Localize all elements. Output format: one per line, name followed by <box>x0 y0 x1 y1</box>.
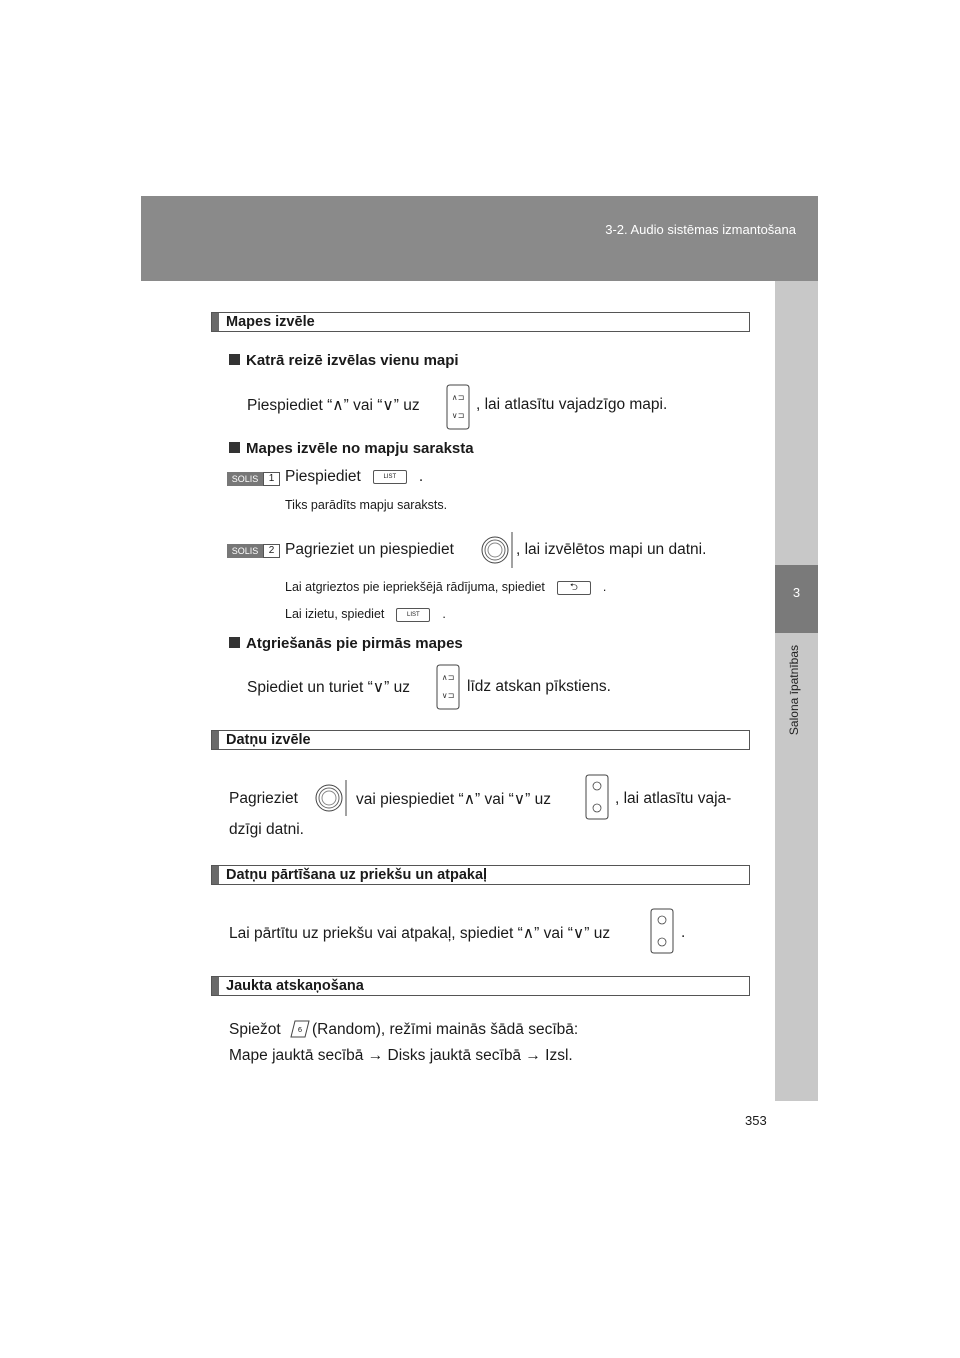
bullet-square-icon <box>229 442 240 453</box>
text: Lai atgrieztos pie iepriekšējā rādījuma, spiediet <box>285 580 545 594</box>
text: (Random), režīmi mainās šādā secībā: <box>312 1021 579 1038</box>
svg-text:∨⊐: ∨⊐ <box>451 411 465 420</box>
seek-button-icon <box>585 774 609 820</box>
line-first-folder <box>247 678 410 697</box>
tune-knob-icon <box>480 530 514 570</box>
text: Pagrieziet <box>229 790 298 807</box>
heading-ffrew-text: Datņu pārtīšana uz priekšu un atpakaļ <box>226 867 488 883</box>
line-file-select-mid <box>356 790 551 809</box>
step-1-text <box>285 468 423 486</box>
heading-random <box>211 976 750 996</box>
seek-button-icon <box>446 384 470 430</box>
list-button-icon: LIST <box>373 470 407 484</box>
text: , lai atlasītu vaja- <box>615 790 732 807</box>
text: , lai izvēlētos mapi un datni. <box>516 541 707 558</box>
text: Lai izietu, spiediet <box>285 607 385 621</box>
line-file-select <box>229 790 298 808</box>
svg-text:∧⊐: ∧⊐ <box>441 673 455 682</box>
tune-knob-icon <box>314 778 348 818</box>
line-random-end <box>312 1021 578 1039</box>
bullet-square-icon <box>229 637 240 648</box>
text: . <box>442 607 446 621</box>
sub-folder-list-text: Mapes izvēle no mapju saraksta <box>246 440 474 457</box>
heading-folder <box>211 312 750 332</box>
line-file-select-end <box>615 790 731 808</box>
chapter-title: Salona īpatnības <box>787 645 801 736</box>
text: vai piespiediet “∧” vai “∨” uz <box>356 791 551 808</box>
text: Lai pārtītu uz priekšu vai atpakaļ, spiediet “∧” vai “∨” uz <box>229 925 611 942</box>
heading-folder-text: Mapes izvēle <box>226 314 315 330</box>
svg-text:∧⊐: ∧⊐ <box>451 393 465 402</box>
text: Piespiediet “∧” vai “∨” uz <box>247 397 420 414</box>
note-exit <box>285 607 446 622</box>
line-file-select-2 <box>229 821 304 839</box>
chapter-number: 3 <box>792 585 801 600</box>
svg-text:∨⊐: ∨⊐ <box>441 691 455 700</box>
seek-button-icon <box>650 908 674 954</box>
step-number: 1 <box>263 472 280 486</box>
text: Spiediet un turiet “∨” uz <box>247 679 410 696</box>
seek-button-icon <box>436 664 460 710</box>
note-back <box>285 580 606 595</box>
text: . <box>602 580 607 594</box>
text: Spiežot <box>229 1021 281 1038</box>
text: dzīgi datni. <box>229 821 304 838</box>
text: Tiks parādīts mapju saraksts. <box>285 498 448 512</box>
step-label: SOLIS <box>227 544 263 558</box>
back-button-icon: ⮌ <box>557 581 591 595</box>
section-title: 3-2. Audio sistēmas izmantošana <box>605 222 796 237</box>
text: Mape jauktā secībā → Disks jauktā secībā → Izsl. <box>229 1047 573 1064</box>
heading-file-text: Datņu izvēle <box>226 732 311 748</box>
line-random-sequence <box>229 1047 573 1065</box>
step-2-text-end <box>516 541 706 559</box>
step-2-badge <box>227 544 280 558</box>
page-header <box>141 196 818 281</box>
line-select-folder-end <box>476 396 667 414</box>
sub-first-folder-text: Atgriešanās pie pirmās mapes <box>246 635 463 652</box>
step-label: SOLIS <box>227 472 263 486</box>
page-number: 353 <box>745 1113 767 1128</box>
text: līdz atskan pīkstiens. <box>467 678 611 695</box>
line-ffrew <box>229 924 610 943</box>
bullet-square-icon <box>229 354 240 365</box>
text: , lai atlasītu vajadzīgo mapi. <box>476 396 668 413</box>
line-first-folder-end <box>467 678 611 696</box>
sub-folder-list <box>229 440 474 457</box>
text: . <box>418 468 424 485</box>
line-ffrew-end <box>681 924 685 942</box>
chapter-tab <box>775 565 818 633</box>
step-2-text <box>285 541 454 559</box>
sub-first-folder <box>229 635 463 652</box>
text: Piespiediet <box>285 468 361 485</box>
line-random <box>229 1021 281 1039</box>
list-button-icon: LIST <box>396 608 430 622</box>
sub-one-folder <box>229 352 459 369</box>
sub-one-folder-text: Katrā reizē izvēlas vienu mapi <box>246 352 459 369</box>
svg-text:6: 6 <box>297 1026 303 1034</box>
text: . <box>681 924 686 941</box>
text: Pagrieziet un piespiediet <box>285 541 454 558</box>
line-select-folder <box>247 396 420 415</box>
random-button-icon <box>289 1020 311 1038</box>
chapter-title-vertical <box>787 645 807 785</box>
heading-ffrew <box>211 865 750 885</box>
step-number: 2 <box>263 544 280 558</box>
step-1-note <box>285 498 447 512</box>
step-1-badge <box>227 472 280 486</box>
heading-random-text: Jaukta atskaņošana <box>226 978 364 994</box>
heading-file <box>211 730 750 750</box>
